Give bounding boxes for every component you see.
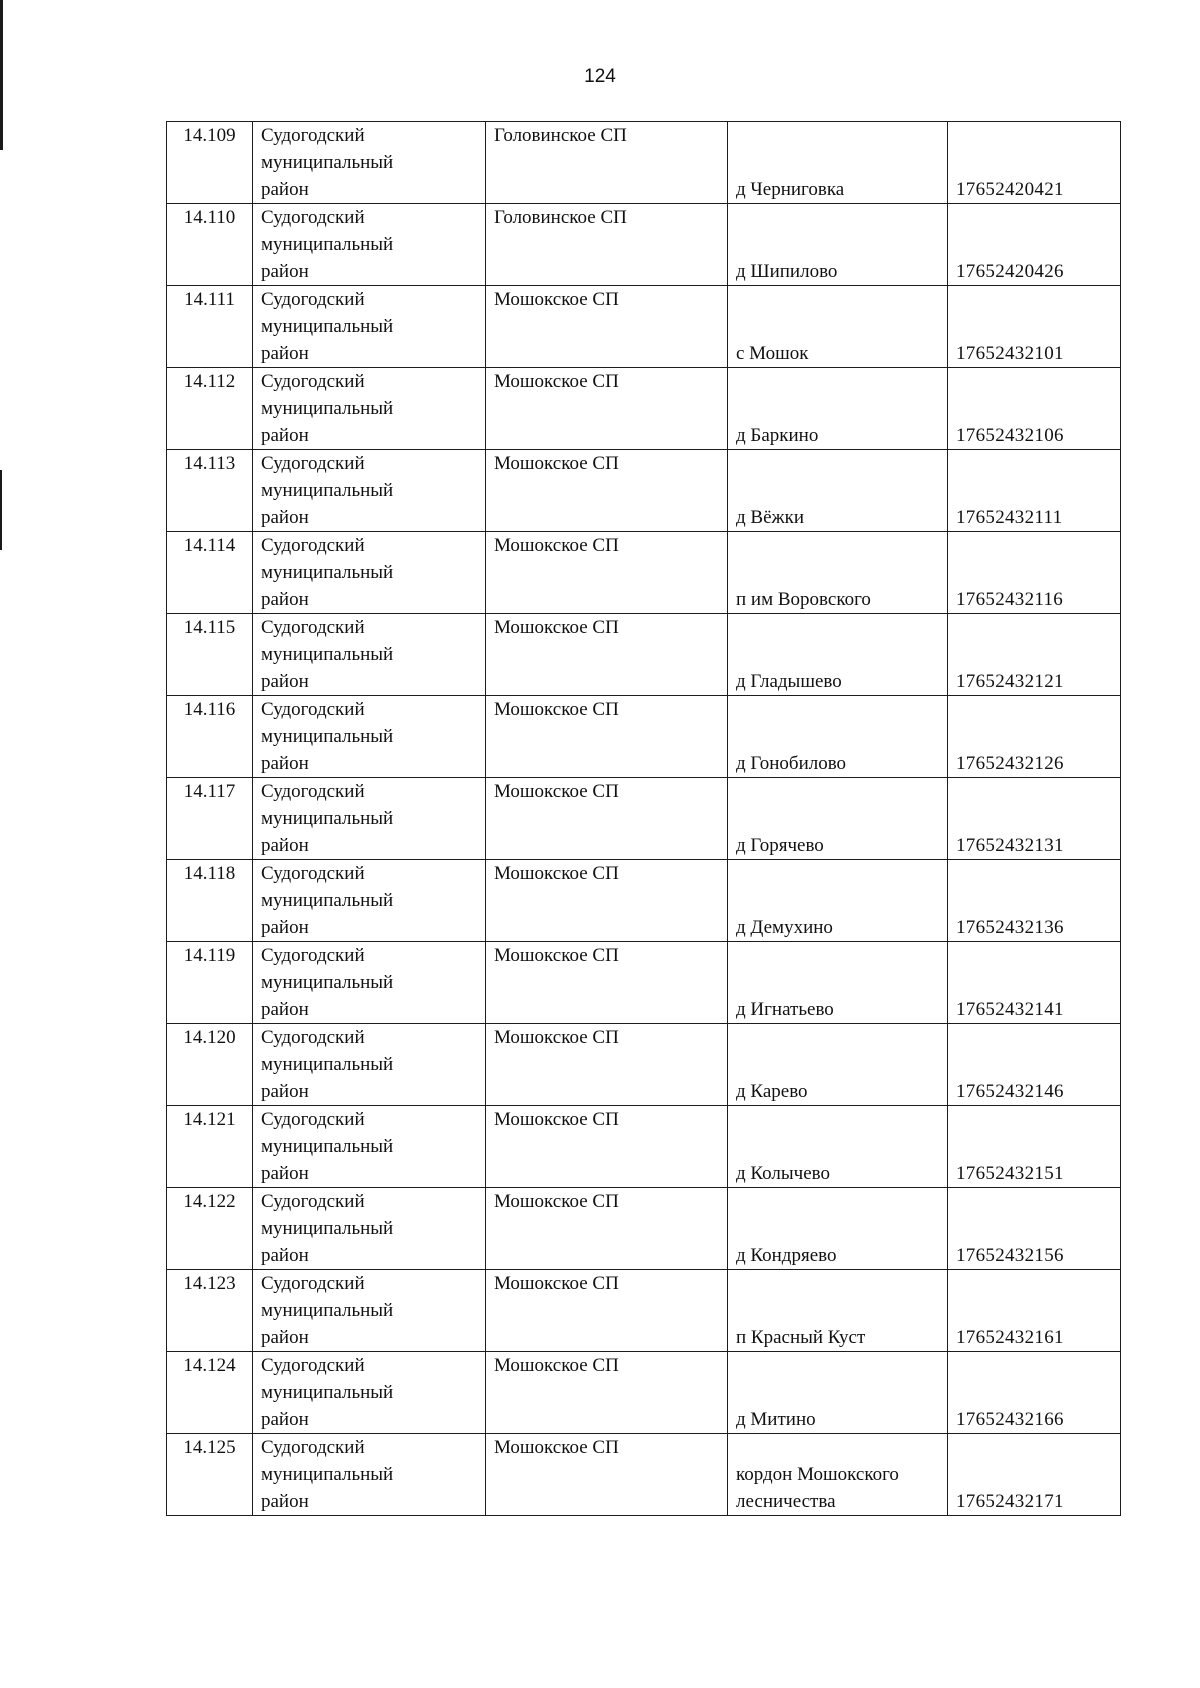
locality-cell: д Карево xyxy=(728,1024,948,1106)
district-line: Судогодский xyxy=(261,371,365,392)
district-line: муниципальный xyxy=(261,1382,394,1403)
settlement-cell: Мошокское СП xyxy=(486,1434,728,1516)
row-number: 14.110 xyxy=(167,204,253,286)
table-row xyxy=(167,450,1121,532)
district-line: Судогодский xyxy=(261,1027,365,1048)
district-cell xyxy=(253,122,486,204)
locality-cell: д Баркино xyxy=(728,368,948,450)
row-number: 14.116 xyxy=(167,696,253,778)
row-number: 14.111 xyxy=(167,286,253,368)
locality-cell: д Гонобилово xyxy=(728,696,948,778)
locality-cell: д Кондряево xyxy=(728,1188,948,1270)
district-cell xyxy=(253,1106,486,1188)
locality-cell: д Шипилово xyxy=(728,204,948,286)
settlement-cell: Мошокское СП xyxy=(486,942,728,1024)
table-row xyxy=(167,286,1121,368)
oktmo-code-cell: 17652420426 xyxy=(948,204,1121,286)
district-line: муниципальный xyxy=(261,1054,394,1075)
district-line: муниципальный xyxy=(261,1136,394,1157)
table-row xyxy=(167,696,1121,778)
district-line: муниципальный xyxy=(261,152,394,173)
row-number: 14.113 xyxy=(167,450,253,532)
district-line: район xyxy=(261,1491,309,1512)
district-cell xyxy=(253,1434,486,1516)
oktmo-code-cell: 17652432131 xyxy=(948,778,1121,860)
district-cell xyxy=(253,368,486,450)
scan-edge-mark xyxy=(0,470,2,550)
district-line: муниципальный xyxy=(261,1218,394,1239)
row-number: 14.114 xyxy=(167,532,253,614)
district-line: Судогодский xyxy=(261,1191,365,1212)
settlement-cell: Мошокское СП xyxy=(486,860,728,942)
district-line: район xyxy=(261,917,309,938)
district-line: Судогодский xyxy=(261,289,365,310)
row-number: 14.119 xyxy=(167,942,253,1024)
table-row xyxy=(167,532,1121,614)
locality-cell: д Колычево xyxy=(728,1106,948,1188)
oktmo-code-cell: 17652432141 xyxy=(948,942,1121,1024)
row-number: 14.115 xyxy=(167,614,253,696)
district-line: Судогодский xyxy=(261,207,365,228)
locality-cell: д Вёжки xyxy=(728,450,948,532)
district-line: Судогодский xyxy=(261,699,365,720)
district-cell xyxy=(253,614,486,696)
settlement-cell: Мошокское СП xyxy=(486,532,728,614)
district-line: муниципальный xyxy=(261,316,394,337)
oktmo-code-cell: 17652432136 xyxy=(948,860,1121,942)
district-line: Судогодский xyxy=(261,1437,365,1458)
oktmo-code-cell: 17652432101 xyxy=(948,286,1121,368)
row-number: 14.122 xyxy=(167,1188,253,1270)
district-line: район xyxy=(261,343,309,364)
table-row xyxy=(167,1352,1121,1434)
district-line: район xyxy=(261,1081,309,1102)
settlement-cell: Мошокское СП xyxy=(486,1024,728,1106)
locality-cell: д Игнатьево xyxy=(728,942,948,1024)
row-number: 14.120 xyxy=(167,1024,253,1106)
oktmo-code-cell: 17652432126 xyxy=(948,696,1121,778)
oktmo-code-cell: 17652432146 xyxy=(948,1024,1121,1106)
settlements-table xyxy=(166,121,1121,1516)
settlement-cell: Мошокское СП xyxy=(486,1188,728,1270)
oktmo-code-cell: 17652420421 xyxy=(948,122,1121,204)
settlement-cell: Мошокское СП xyxy=(486,1352,728,1434)
table-row xyxy=(167,1434,1121,1516)
row-number: 14.125 xyxy=(167,1434,253,1516)
district-line: муниципальный xyxy=(261,1300,394,1321)
oktmo-code-cell: 17652432151 xyxy=(948,1106,1121,1188)
oktmo-code-cell: 17652432156 xyxy=(948,1188,1121,1270)
oktmo-code-cell: 17652432121 xyxy=(948,614,1121,696)
table-row xyxy=(167,860,1121,942)
row-number: 14.112 xyxy=(167,368,253,450)
settlement-cell: Мошокское СП xyxy=(486,614,728,696)
district-cell xyxy=(253,860,486,942)
district-line: район xyxy=(261,179,309,200)
settlement-cell: Мошокское СП xyxy=(486,450,728,532)
settlement-cell: Мошокское СП xyxy=(486,696,728,778)
settlement-cell: Головинское СП xyxy=(486,122,728,204)
row-number: 14.121 xyxy=(167,1106,253,1188)
district-line: район xyxy=(261,507,309,528)
locality-cell: п Красный Куст xyxy=(728,1270,948,1352)
locality-cell: д Митино xyxy=(728,1352,948,1434)
district-cell xyxy=(253,696,486,778)
district-line: муниципальный xyxy=(261,644,394,665)
row-number: 14.124 xyxy=(167,1352,253,1434)
district-line: район xyxy=(261,999,309,1020)
district-line: Судогодский xyxy=(261,945,365,966)
district-cell xyxy=(253,1270,486,1352)
district-line: Судогодский xyxy=(261,453,365,474)
district-line: муниципальный xyxy=(261,1464,394,1485)
table-row xyxy=(167,204,1121,286)
locality-cell: д Демухино xyxy=(728,860,948,942)
district-line: Судогодский xyxy=(261,863,365,884)
row-number: 14.117 xyxy=(167,778,253,860)
oktmo-code-cell: 17652432171 xyxy=(948,1434,1121,1516)
district-cell xyxy=(253,286,486,368)
table-row xyxy=(167,614,1121,696)
table-row xyxy=(167,942,1121,1024)
settlement-cell: Мошокское СП xyxy=(486,1270,728,1352)
oktmo-code-cell: 17652432111 xyxy=(948,450,1121,532)
page-number: 124 xyxy=(584,66,616,87)
locality-cell: д Горячево xyxy=(728,778,948,860)
settlement-cell: Мошокское СП xyxy=(486,368,728,450)
district-line: район xyxy=(261,1327,309,1348)
district-line: Судогодский xyxy=(261,1109,365,1130)
locality-cell: д Черниговка xyxy=(728,122,948,204)
district-line: Судогодский xyxy=(261,125,365,146)
district-line: Судогодский xyxy=(261,535,365,556)
oktmo-code-cell: 17652432116 xyxy=(948,532,1121,614)
district-line: Судогодский xyxy=(261,1273,365,1294)
district-cell xyxy=(253,450,486,532)
district-line: район xyxy=(261,261,309,282)
district-line: район xyxy=(261,753,309,774)
oktmo-code-cell: 17652432166 xyxy=(948,1352,1121,1434)
district-cell xyxy=(253,942,486,1024)
district-line: район xyxy=(261,671,309,692)
district-line: муниципальный xyxy=(261,726,394,747)
district-line: район xyxy=(261,1245,309,1266)
settlement-cell: Мошокское СП xyxy=(486,778,728,860)
locality-cell: п им Воровского xyxy=(728,532,948,614)
locality-cell: кордон Мошокского лесничества xyxy=(728,1434,948,1516)
table-row xyxy=(167,1106,1121,1188)
district-cell xyxy=(253,778,486,860)
district-line: район xyxy=(261,1409,309,1430)
district-line: муниципальный xyxy=(261,480,394,501)
settlement-cell: Головинское СП xyxy=(486,204,728,286)
district-cell xyxy=(253,1352,486,1434)
district-line: муниципальный xyxy=(261,808,394,829)
settlement-cell: Мошокское СП xyxy=(486,286,728,368)
settlement-cell: Мошокское СП xyxy=(486,1106,728,1188)
district-line: муниципальный xyxy=(261,890,394,911)
district-cell xyxy=(253,1024,486,1106)
table-row xyxy=(167,1270,1121,1352)
table-row xyxy=(167,778,1121,860)
table-row xyxy=(167,1188,1121,1270)
table-row xyxy=(167,1024,1121,1106)
district-cell xyxy=(253,204,486,286)
district-line: район xyxy=(261,835,309,856)
district-line: муниципальный xyxy=(261,234,394,255)
table-body xyxy=(167,122,1121,1516)
oktmo-code-cell: 17652432106 xyxy=(948,368,1121,450)
district-cell xyxy=(253,1188,486,1270)
district-line: муниципальный xyxy=(261,562,394,583)
locality-cell: с Мошок xyxy=(728,286,948,368)
row-number: 14.109 xyxy=(167,122,253,204)
district-line: Судогодский xyxy=(261,781,365,802)
district-line: район xyxy=(261,589,309,610)
row-number: 14.118 xyxy=(167,860,253,942)
district-line: муниципальный xyxy=(261,972,394,993)
district-line: муниципальный xyxy=(261,398,394,419)
district-line: район xyxy=(261,1163,309,1184)
table-row xyxy=(167,122,1121,204)
locality-cell: д Гладышево xyxy=(728,614,948,696)
district-line: район xyxy=(261,425,309,446)
oktmo-code-cell: 17652432161 xyxy=(948,1270,1121,1352)
district-line: Судогодский xyxy=(261,617,365,638)
table-row xyxy=(167,368,1121,450)
row-number: 14.123 xyxy=(167,1270,253,1352)
district-cell xyxy=(253,532,486,614)
district-line: Судогодский xyxy=(261,1355,365,1376)
